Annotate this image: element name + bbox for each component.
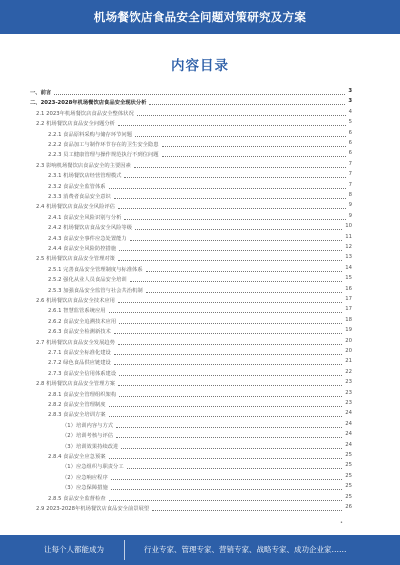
toc-leader-dots — [162, 156, 346, 157]
toc-entry-page: 17 — [345, 296, 352, 302]
toc-entry-text: 2.6 机场餐饮店食品安全技术应用 — [36, 298, 115, 304]
toc-entry-text: 2.6.3 食品安全检测新技术 — [48, 329, 111, 336]
toc-entry[interactable] — [48, 400, 352, 408]
toc-leader-dots — [119, 323, 342, 324]
toc-entry-text: 2.7 机场餐饮店食品安全发展趋势 — [36, 339, 115, 346]
toc-entry-text: 2.8.3 食品安全培训方案 — [48, 412, 106, 419]
toc-entry-text: 2.4.3 食品安全事件应急处置能力 — [48, 235, 127, 242]
toc-entry-page: 20 — [345, 337, 352, 344]
toc-entry-text: 2.8.5 食品安全监督检查 — [48, 495, 106, 502]
toc-entry-page: 15 — [345, 275, 352, 282]
toc-leader-dots — [111, 479, 342, 480]
toc-entry[interactable] — [48, 494, 352, 502]
toc-entry-page: 9 — [348, 212, 352, 219]
toc-leader-dots — [118, 344, 342, 345]
toc-entry-text: （1）应急组织与职责分工 — [62, 464, 124, 471]
toc-entry-page: 7 — [348, 171, 352, 178]
toc-entry-text: 2.5 机场餐饮店食品安全管理对策 — [36, 256, 115, 263]
toc-leader-dots — [119, 396, 342, 397]
toc-entry[interactable] — [36, 254, 352, 262]
toc-entry-text: （3）应急保障措施 — [62, 485, 108, 492]
toc-entry-text: 二、2023-2028年机场餐饮店食品安全现状分析 — [30, 100, 147, 107]
toc-entry-text: 2.2.2 食品加工与制作环节存在的卫生安全隐患 — [48, 142, 159, 148]
toc-entry-text: 一、前言 — [30, 90, 52, 96]
toc-entry-text: （3）培训效果持续改进 — [62, 443, 119, 450]
toc-leader-dots — [124, 177, 346, 178]
toc-leader-dots — [162, 146, 346, 147]
toc-entry-page: 10 — [345, 223, 352, 230]
toc-leader-dots — [54, 94, 345, 95]
toc-entry-text: 2.4.2 机场餐饮店食品安全风险等级 — [48, 225, 133, 232]
toc-entry[interactable] — [36, 161, 352, 169]
toc-entry-text: 2.2.3 员工健康管理与操作规范执行不到位问题 — [48, 152, 159, 159]
toc-leader-dots — [135, 229, 342, 230]
toc-entry[interactable] — [62, 483, 352, 491]
toc-leader-dots — [114, 364, 342, 365]
toc-entry[interactable] — [48, 234, 352, 242]
toc-entry[interactable] — [48, 265, 352, 273]
footer-divider — [124, 540, 125, 560]
toc-entry[interactable] — [48, 182, 352, 190]
toc-leader-dots — [121, 448, 342, 449]
toc-entry-text: （1）培训内容与方式 — [62, 422, 114, 429]
toc-entry-page: 23 — [345, 389, 352, 396]
toc-leader-dots — [130, 281, 342, 282]
toc-leader-dots — [109, 416, 342, 417]
toc-entry-text: 2.7.3 食品安全信用体系建设 — [48, 370, 117, 377]
toc-entry-text: （2）应急响应程序 — [62, 474, 108, 481]
toc-entry[interactable] — [48, 286, 352, 294]
toc-entry-page: 23 — [345, 379, 352, 386]
toc-entry[interactable] — [48, 213, 352, 221]
toc-entry-text: 2.6.1 智慧监管系统应用 — [48, 308, 106, 315]
toc-title: 内容目录 — [171, 58, 229, 74]
toc-leader-dots — [114, 333, 342, 334]
toc-entry[interactable] — [36, 109, 352, 117]
toc-leader-dots — [146, 292, 342, 293]
toc-entry-page: 18 — [345, 316, 352, 323]
toc-leader-dots — [109, 188, 346, 189]
toc-entry[interactable] — [48, 192, 352, 200]
toc-entry[interactable] — [48, 306, 352, 314]
toc-entry[interactable] — [36, 296, 352, 304]
toc-leader-dots — [109, 500, 342, 501]
toc-entry[interactable] — [48, 390, 352, 398]
toc-leader-dots — [152, 510, 342, 511]
toc-entry[interactable] — [36, 504, 352, 512]
toc-leader-dots — [135, 136, 346, 137]
toc-entry-page: 13 — [345, 254, 352, 261]
toc-entry[interactable] — [62, 473, 352, 481]
toc-entry-text: 2.4.4 食品安全风险防控措施 — [48, 246, 117, 252]
toc-leader-dots — [149, 104, 345, 105]
toc-entry[interactable] — [48, 327, 352, 335]
toc-entry-page: 19 — [345, 327, 352, 334]
toc-leader-dots — [127, 468, 342, 469]
toc-entry-page: 24 — [345, 420, 352, 427]
toc-entry-page: 24 — [345, 441, 352, 448]
toc-entry[interactable] — [62, 431, 352, 439]
toc-leader-dots — [109, 312, 342, 313]
toc-entry-text: 2.4.1 食品安全风险识别与分析 — [48, 214, 122, 221]
toc-entry-text: 2.6.2 食品安全追溯技术应用 — [48, 318, 117, 325]
toc-entry[interactable] — [48, 348, 352, 356]
toc-entry-page: 8 — [348, 192, 352, 198]
toc-entry-page: 22 — [345, 368, 352, 375]
toc-entry[interactable] — [48, 410, 352, 418]
toc-entry-page: 25 — [345, 493, 352, 500]
toc-entry[interactable] — [62, 462, 352, 470]
toc-entry-page: 24 — [345, 431, 352, 438]
toc-entry-text: 2.8 机场餐饮店食品安全管理方案 — [36, 381, 115, 388]
toc-leader-dots — [109, 406, 342, 407]
toc-leader-dots — [119, 250, 342, 251]
toc-entry-page: 23 — [345, 400, 352, 406]
toc-leader-dots — [116, 427, 342, 428]
footer-roles: 行业专家、管理专家、营销专家、战略专家、成功企业家…… — [144, 545, 347, 554]
toc-entry[interactable] — [30, 88, 352, 96]
toc-entry[interactable] — [48, 244, 352, 252]
toc-entry-text: 2.1 2023年机场餐饮店食品安全整体状况 — [36, 110, 134, 117]
toc-entry-page: 3 — [348, 98, 352, 105]
toc-entry-page: 7 — [348, 181, 352, 188]
toc-entry-text: 2.5.3 加强食品安全监管与社会共治机制 — [48, 287, 143, 294]
toc-entry-text: 2.8.4 食品安全应急预案 — [48, 454, 106, 460]
toc-entry[interactable] — [62, 442, 352, 450]
toc-entry-page: 25 — [345, 452, 352, 458]
toc-entry[interactable] — [30, 98, 352, 106]
toc-entry-page: 5 — [348, 119, 352, 126]
toc-entry-text: 2.7.1 食品安全标准化建设 — [48, 350, 111, 356]
toc-entry[interactable] — [48, 452, 352, 460]
toc-leader-dots — [118, 208, 346, 209]
toc-entry-page: 25 — [345, 483, 352, 490]
toc-leader-dots — [137, 115, 346, 116]
toc-entry-text: 2.5.2 强化从业人员食品安全培训 — [48, 277, 127, 284]
toc-entry[interactable] — [36, 338, 352, 346]
page-marker: • — [340, 520, 343, 526]
toc-leader-dots — [109, 458, 342, 459]
toc-entry-text: 2.9 2023-2028年机场餐饮店食品安全前景展望 — [36, 506, 150, 512]
toc-entry-text: 2.5.1 完善食品安全管理制度与标准体系 — [48, 266, 143, 273]
toc-leader-dots — [118, 125, 346, 126]
toc-entry-page: 24 — [345, 410, 352, 417]
toc-leader-dots — [111, 489, 342, 490]
toc-entry-page: 6 — [348, 150, 352, 157]
toc-entry-page: 12 — [345, 244, 352, 250]
toc-entry-text: （2）培训考核与评估 — [62, 433, 114, 440]
toc-entry[interactable] — [36, 119, 352, 127]
toc-entry[interactable] — [48, 275, 352, 283]
document-title: 机场餐饮店食品安全问题对策研究及方案 — [93, 10, 307, 24]
toc-entry[interactable] — [48, 150, 352, 158]
toc-entry[interactable] — [48, 171, 352, 179]
toc-leader-dots — [134, 167, 346, 168]
toc-entry-page: 4 — [348, 108, 352, 115]
toc-entry-page: 25 — [345, 472, 352, 479]
toc-entry[interactable] — [48, 369, 352, 377]
toc-entry[interactable] — [36, 379, 352, 387]
toc-entry-text: 2.4 机场餐饮店食品安全风险评估 — [36, 204, 115, 211]
toc-leader-dots — [118, 385, 342, 386]
toc-leader-dots — [114, 198, 346, 199]
footer-bar — [0, 535, 400, 565]
toc-entry[interactable] — [48, 140, 352, 148]
toc-entry-text: 2.3.1 机场餐饮店经营管理模式 — [48, 173, 122, 180]
toc-leader-dots — [118, 260, 342, 261]
toc-entry-text: 2.3.3 消费者食品安全意识 — [48, 194, 111, 200]
toc-leader-dots — [124, 219, 346, 220]
toc-leader-dots — [130, 240, 342, 241]
toc-entry[interactable] — [48, 317, 352, 325]
toc-entry[interactable] — [48, 223, 352, 231]
toc-entry-page: 14 — [345, 264, 352, 271]
toc-entry[interactable] — [62, 421, 352, 429]
toc-entry-page: 16 — [345, 285, 352, 292]
toc-entry[interactable] — [48, 130, 352, 138]
toc-entry-page: 21 — [345, 358, 352, 365]
toc-entry-page: 3 — [348, 88, 352, 94]
toc-entry-page: 6 — [348, 140, 352, 146]
toc-entry-text: 2.8.1 食品安全管理组织架构 — [48, 391, 117, 398]
toc-entry[interactable] — [36, 202, 352, 210]
toc-entry-page: 7 — [348, 160, 352, 167]
toc-leader-dots — [116, 437, 342, 438]
toc-entry[interactable] — [48, 358, 352, 366]
footer-slogan: 让每个人都能成为 — [44, 545, 104, 554]
toc-entry-page: 26 — [345, 504, 352, 510]
toc-entry-page: 6 — [348, 129, 352, 136]
toc-entry-text: 2.2.1 食品原料采购与储存环节问题 — [48, 131, 133, 138]
toc-entry-page: 17 — [345, 306, 352, 313]
toc-entry-text: 2.3.2 食品安全监管体系 — [48, 183, 106, 190]
toc-entry-page: 9 — [348, 202, 352, 209]
toc-leader-dots — [119, 375, 342, 376]
toc-entry-text: 2.3 影响机场餐饮店食品安全的主要因素 — [36, 162, 131, 169]
toc-entry-text: 2.7.2 绿色食品供应链建设 — [48, 360, 111, 367]
toc-entry-page: 25 — [345, 462, 352, 469]
toc-entry-text: 2.2 机场餐饮店食品安全问题分析 — [36, 121, 115, 128]
toc-leader-dots — [114, 354, 342, 355]
toc-leader-dots — [118, 302, 342, 303]
toc-entry-page: 11 — [345, 233, 352, 240]
toc-entry-page: 20 — [345, 348, 352, 354]
toc-leader-dots — [146, 271, 342, 272]
toc-entry-text: 2.8.2 食品安全管理制度 — [48, 402, 106, 408]
